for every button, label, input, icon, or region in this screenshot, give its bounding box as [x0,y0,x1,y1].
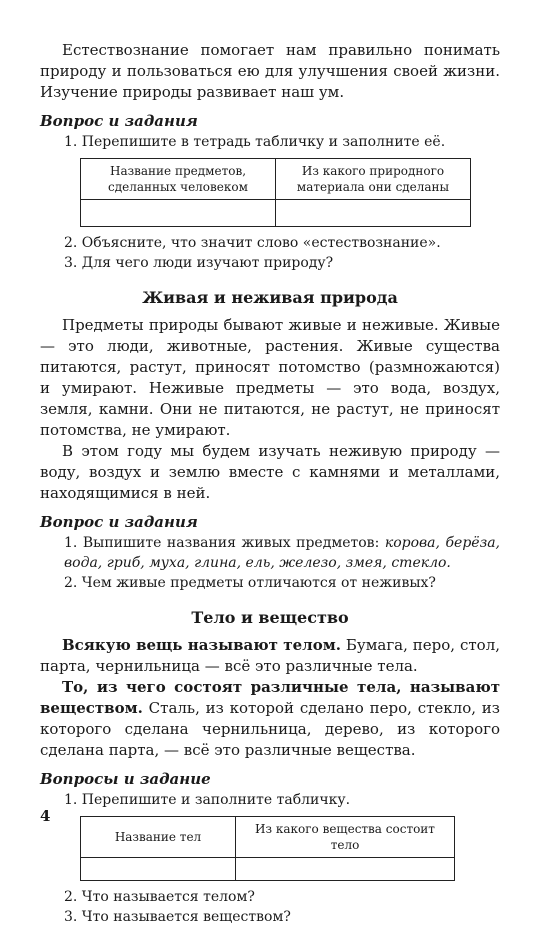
questions-heading-2: Вопрос и задания [40,513,198,531]
task-1-2: 2. Объясните, что значит слово «естествознание». [64,235,441,251]
intro-paragraph: Естествознание помогает нам правильно понимать природу и пользоваться ею для улучшения своей жизни. Изучение природы развивает наш ум. [40,41,500,101]
task-1-1: 1. Перепишите в тетрадь табличку и заполните её. [64,134,446,150]
task-1-3: 3. Для чего люди изучают природу? [64,255,334,271]
fill-table-1 [80,158,471,227]
task-3-2: 2. Что называется телом? [64,889,255,905]
section2-paragraph-1 [40,635,500,677]
section-title-body-substance: Тело и вещество [191,608,349,627]
page-content [40,40,500,927]
table1-empty-cell [81,200,276,227]
table2-header-col1: Название тел [81,817,236,858]
table1-header-col1: Название предметов, сделанных человеком [81,159,276,200]
section2-paragraph-1-rest: Бумага, перо, стол, парта, чернильница — всё это различные тела. [40,636,500,675]
section-title-living-nonliving: Живая и неживая природа [142,288,398,307]
table1-empty-cell [276,200,471,227]
section2-paragraph-2-rest: Сталь, из которой сделано перо, стекло, из которого сделана чернильница, дерево, из которого сделана парта, — всё это различные вещества. [40,699,500,759]
questions-heading-1: Вопрос и задания [40,112,198,130]
section1-paragraph-2: В этом году мы будем изучать неживую природу — воду, воздух и землю вместе с камнями и металлами, находящимися в ней. [40,442,500,502]
task-2-2: 2. Чем живые предметы отличаются от неживых? [64,575,436,591]
fill-table-2 [80,816,455,881]
task-2-1-word-list: корова, берёза, вода, гриб, муха, глина, ель, железо, змея, стекло. [64,535,500,571]
section2-paragraph-2 [40,677,500,761]
table1-header-col2: Из какого природного материала они сделаны [276,159,471,200]
task-3-3: 3. Что называется веществом? [64,909,291,925]
task-2-1 [40,533,500,573]
definition-substance: То, из чего состоят различные тела, называют веществом. [40,678,500,717]
task-2-1-text: 1. Выпишите названия живых предметов: [64,535,385,551]
table2-empty-cell [236,858,455,881]
definition-body: Всякую вещь называют телом. [62,636,341,654]
table2-header-col2: Из какого вещества состоит тело [236,817,455,858]
page-number: 4 [40,807,51,825]
section1-paragraph-1: Предметы природы бывают живые и неживые. Живые — это люди, животные, растения. Живые существа питаются, растут, приносят потомство (размножаются) и умирают. Неживые предметы — это вода, воздух, земля, камни. Они не питаются, не растут, не приносят потомства, не умирают. [40,316,500,439]
task-3-1: 1. Перепишите и заполните табличку. [64,792,351,808]
table2-empty-cell [81,858,236,881]
questions-heading-3: Вопросы и задание [40,770,211,788]
